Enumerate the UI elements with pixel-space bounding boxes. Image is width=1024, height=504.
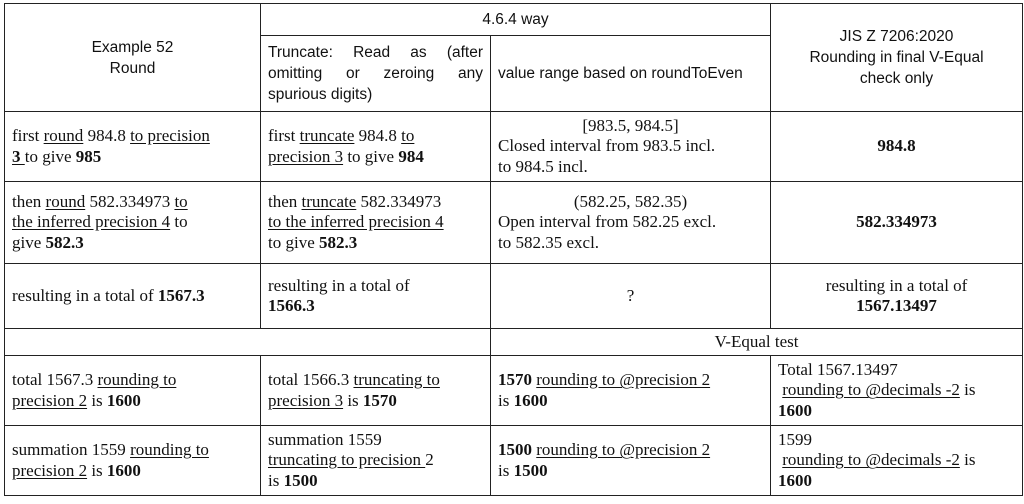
text: summation 1559 [268, 429, 382, 449]
value-bold: 1600 [513, 390, 548, 410]
text-underlined: rounding to [130, 440, 209, 460]
text: 582.334973 [356, 191, 442, 211]
text: summation 1559 [12, 440, 131, 460]
text-underlined: precision 2 [12, 390, 88, 410]
header-truncate: Truncate: Read as (after omitting or zeroing any spurious digits) [261, 35, 491, 112]
row1-truncate [261, 112, 491, 182]
row1-example [5, 112, 261, 182]
text-underlined: precision 2 [12, 460, 88, 480]
row6-truncate [261, 426, 491, 496]
row2-jis [771, 181, 1023, 263]
text: then [268, 191, 302, 211]
text-underlined: to precision [130, 126, 210, 146]
header-jis-line2: Rounding in final V-Equal [809, 49, 984, 67]
header-example [5, 4, 261, 112]
text: is [959, 380, 976, 400]
text-underlined: rounding to @precision 2 [536, 440, 711, 460]
value-bold: 1567.3 [157, 285, 205, 305]
text-underlined: precision 3 [268, 390, 344, 410]
text: then [12, 191, 46, 211]
value-bold: 1567.13497 [856, 296, 937, 315]
text-underlined: truncate [301, 191, 357, 211]
text: to give [343, 146, 399, 166]
row3-example [5, 263, 261, 328]
header-jis-line1: JIS Z 7206:2020 [839, 28, 954, 46]
row6-jis [771, 426, 1023, 496]
text: resulting in a total of [12, 285, 158, 305]
row3-truncate [261, 263, 491, 328]
text: is [498, 390, 514, 410]
text: 984.8 [354, 126, 402, 146]
text-bold: 3 [12, 146, 25, 166]
value-bold: 1500 [498, 440, 532, 460]
header-value-range: value range based on roundToEven [491, 35, 771, 112]
text: resulting in a total of [825, 275, 968, 295]
text-underlined: to [401, 126, 415, 146]
value-bold: 1570 [498, 370, 532, 390]
text: is [87, 390, 107, 410]
header-jis [771, 4, 1023, 112]
value-bold: 1600 [778, 400, 813, 420]
interval-desc: to 582.35 excl. [498, 232, 600, 252]
value-bold: 1566.3 [268, 296, 315, 315]
row1-range [491, 112, 771, 182]
text: is [343, 390, 363, 410]
interval-desc: to 984.5 incl. [498, 156, 588, 176]
interval: [983.5, 984.5] [582, 115, 679, 135]
value-bold: 582.3 [45, 232, 84, 252]
row1-jis [771, 112, 1023, 182]
row2-example [5, 181, 261, 263]
interval: (582.25, 582.35) [573, 191, 688, 211]
vequal-header: V-Equal test [491, 329, 1023, 356]
text: is [87, 460, 107, 480]
text-underlined: truncating to [353, 370, 440, 390]
text-underlined: rounding to @precision 2 [536, 370, 711, 390]
text: first [12, 126, 44, 146]
text-underlined: truncating to precision [268, 450, 426, 470]
value-bold: 1500 [283, 470, 318, 490]
text-underlined: truncate [299, 126, 355, 146]
text: to give [268, 232, 319, 252]
value-bold: 985 [75, 146, 102, 166]
text: is [959, 450, 976, 470]
text: 582.334973 [85, 191, 175, 211]
text-underlined: to [174, 191, 188, 211]
text-underlined: the inferred precision 4 [12, 212, 171, 232]
row6-range [491, 426, 771, 496]
header-example-line1: Example 52 [91, 38, 174, 56]
row2-range [491, 181, 771, 263]
text: give [12, 232, 46, 252]
header-example-line2: Round [109, 59, 156, 77]
text: is [268, 470, 284, 490]
text: total 1566.3 [268, 370, 354, 390]
value-bold: 984 [398, 146, 424, 166]
row2-truncate [261, 181, 491, 263]
text: 984.8 [83, 126, 131, 146]
blank-cell [5, 329, 491, 356]
text: 2 [425, 450, 434, 470]
header-jis-line3: check only [859, 70, 934, 88]
text-underlined: rounding to @decimals -2 [782, 380, 960, 400]
row3-range: ? [491, 263, 771, 328]
text: Total 1567.13497 [778, 359, 898, 379]
row5-example [5, 355, 261, 426]
text: 1599 [778, 429, 813, 449]
value-bold: 1500 [513, 460, 548, 480]
text-underlined: rounding to [97, 370, 177, 390]
interval-desc: Closed interval from 983.5 incl. [498, 136, 716, 156]
text-underlined: precision 3 [268, 146, 344, 166]
row6-example [5, 426, 261, 496]
row5-truncate [261, 355, 491, 426]
text-underlined: to the inferred precision 4 [268, 212, 444, 232]
value-bold: 1600 [106, 460, 141, 480]
text-underlined [12, 147, 25, 166]
text-underlined: round [45, 191, 86, 211]
text-underlined: round [43, 126, 84, 146]
text: total 1567.3 [12, 370, 98, 390]
row5-range [491, 355, 771, 426]
value-bold: 1600 [106, 390, 141, 410]
value-bold: 1570 [362, 390, 397, 410]
text: to [170, 212, 188, 232]
text: first [268, 126, 300, 146]
text: to give [24, 146, 76, 166]
text: resulting in a total of [268, 275, 410, 295]
header-way: 4.6.4 way [261, 4, 771, 36]
text-underlined: rounding to @decimals -2 [782, 450, 960, 470]
value-bold: 984.8 [877, 136, 916, 156]
value-bold: 582.334973 [856, 212, 937, 232]
interval-desc: Open interval from 582.25 excl. [498, 212, 717, 232]
value-bold: 1600 [778, 470, 813, 490]
text: is [498, 460, 514, 480]
row3-jis [771, 263, 1023, 328]
comparison-table [4, 3, 1023, 496]
value-bold: 582.3 [319, 232, 358, 252]
row5-jis [771, 355, 1023, 426]
